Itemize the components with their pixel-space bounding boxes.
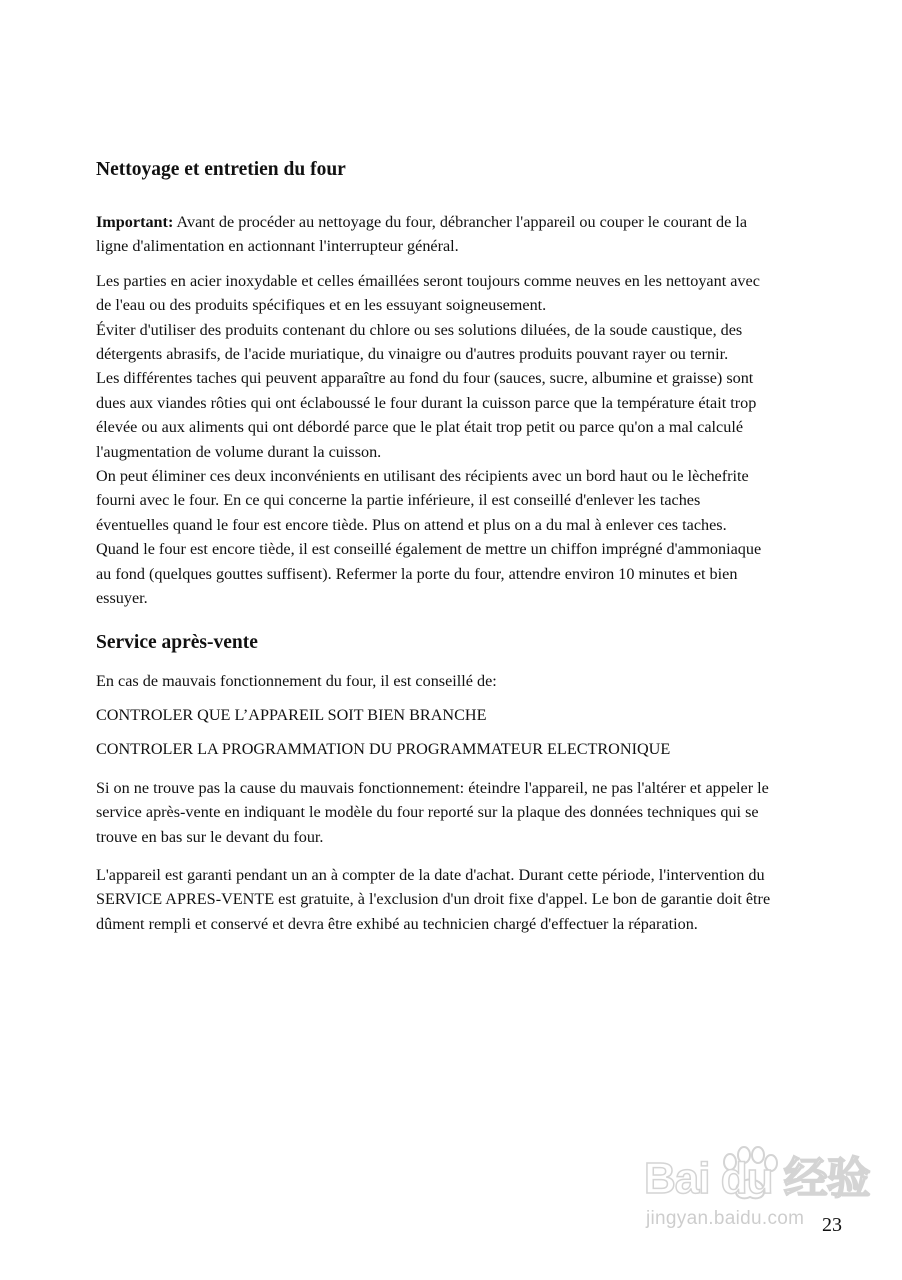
- important-paragraph: [96, 210, 776, 259]
- service-heading: Service après-vente: [96, 631, 258, 653]
- cleaning-paragraph-3: Les différentes taches qui peuvent apparaître au fond du four (sauces, sucre, albumine et graisse) sont dues aux viandes rôties qui ont éclaboussé le four durant la cuisson parce que la température était trop élevée ou aux aliments qui ont débordé parce que le plat était trop petit ou parce qu'on a mal calculé l'augmentation de volume durant la cuisson.: [96, 369, 757, 461]
- page-number: 23: [822, 1214, 842, 1236]
- baidu-logo: Bai du 经验: [644, 1154, 870, 1203]
- service-check-2: CONTROLER LA PROGRAMMATION DU PROGRAMMATEUR ELECTRONIQUE: [96, 740, 671, 759]
- service-check-1: CONTROLER QUE L’APPAREIL SOIT BIEN BRANCHE: [96, 705, 487, 724]
- cleaning-paragraph-1: Les parties en acier inoxydable et celles émaillées seront toujours comme neuves en les nettoyant avec de l'eau ou des produits spécifiques et en les essuyant soigneusement.: [96, 271, 760, 315]
- important-text: Avant de procéder au nettoyage du four, débrancher l'appareil ou couper le courant de la ligne d'alimentation en actionnant l'interrupteur général.: [96, 213, 748, 256]
- page-content: [96, 158, 776, 936]
- cleaning-paragraph-2: Éviter d'utiliser des produits contenant du chlore ou ses solutions diluées, de la soude caustique, des détergents abrasifs, de l'acide muriatique, du vinaigre ou d'autres produits pouvant rayer ou ternir.: [96, 320, 743, 364]
- cleaning-paragraph-5: Quand le four est encore tiède, il est conseillé également de mettre un chiffon imprégné d'ammoniaque au fond (quelques gouttes suffisent). Refermer la porte du four, attendre environ 10 minutes et bien essuyer.: [96, 540, 762, 608]
- service-intro: En cas de mauvais fonctionnement du four, il est conseillé de:: [96, 671, 497, 690]
- important-label: Important:: [96, 213, 174, 231]
- cleaning-heading: Nettoyage et entretien du four: [96, 159, 346, 180]
- service-paragraph-1: Si on ne trouve pas la cause du mauvais fonctionnement: éteindre l'appareil, ne pas l'altérer et appeler le service après-vente en indiquant le modèle du four reporté sur la plaque des données techniques qui se trouve en bas sur le devant du four.: [96, 778, 769, 846]
- service-paragraph-2: L'appareil est garanti pendant un an à compter de la date d'achat. Durant cette période, l'intervention du SERVICE APRES-VENTE est gratuite, à l'exclusion d'un droit fixe d'appel. Le bon de garantie doit être dûment rempli et conservé et devra être exhibé au technicien chargé d'effectuer la réparation.: [96, 865, 771, 933]
- cleaning-paragraph-4: On peut éliminer ces deux inconvénients en utilisant des récipients avec un bord haut ou le lèchefrite fourni avec le four. En ce qui concerne la partie inférieure, il est conseillé d'enlever les taches éventuelles quand le four est encore tiède. Plus on attend et plus on a du mal à enlever ces taches.: [96, 467, 749, 534]
- watermark-url: jingyan.baidu.com: [646, 1208, 805, 1229]
